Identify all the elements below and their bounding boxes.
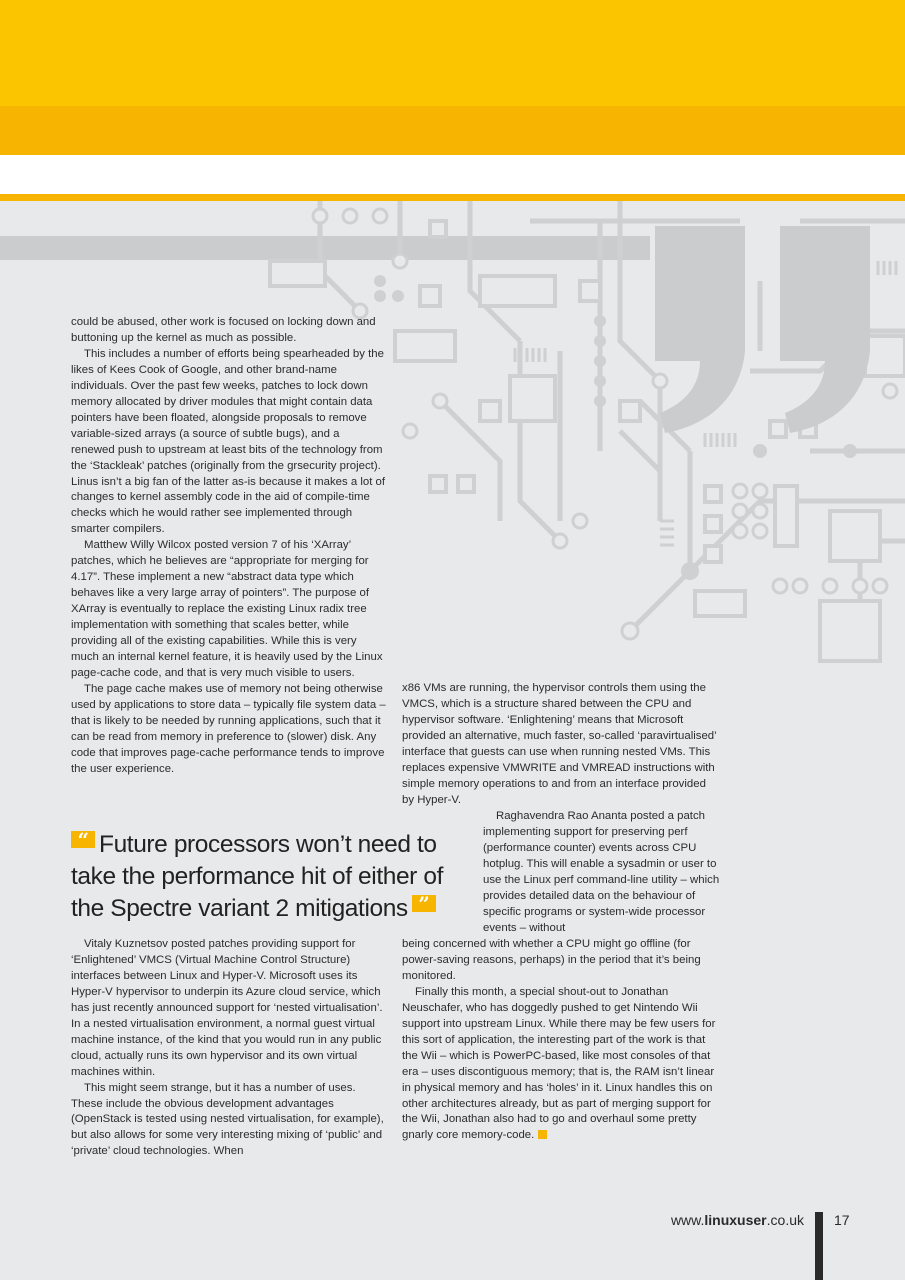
header-band-yellow <box>0 0 905 106</box>
article-column-4 <box>71 937 386 1160</box>
header-band-orange <box>0 106 905 155</box>
paragraph: Matthew Willy Wilcox posted version 7 of his ‘XArray’ patches, which he believes are “appropriate for merging for 4.17”. These implement a new “abstract data type which behaves like a very large array of pointers”. The purpose of XArray is eventually to replace the existing Linux radix tree implementation with something that scales better, while providing all of the existing capabilities. While this is very much an internal kernel feature, it is heavily used by the Linux page-cache code, and that is very much visible to users. <box>71 539 383 679</box>
url-prefix: www. <box>670 1212 705 1228</box>
paragraph: The page cache makes use of memory not being otherwise used by applications to store data – typically file system data – that is likely to be needed by running applications, such that it can be read from memory in preference to (slower) disk. Any code that improves page-cache performance tends to improve the user experience. <box>71 682 386 775</box>
quote-open-icon: “ <box>71 831 95 848</box>
paragraph: Raghavendra Rao Ananta posted a patch implementing support for preserving perf (performance counter) events across CPU hotplug. This will enable a sysadmin or user to use the Linux perf command-line utility – which provides detailed data on the behaviour of specific programs or system-wide processor events – without <box>483 810 720 934</box>
paragraph: x86 VMs are running, the hypervisor controls them using the VMCS, which is a structure shared between the CPU and hypervisor software. ‘Enlightening’ means that Microsoft provided an alternative, much faster, so-called ‘paravirtualised’ interface that guests can use when running nested VMs. This replaces expensive VMWRITE and VMREAD instructions with simple memory operations to and from an interface provided by Hyper-V. <box>402 682 717 806</box>
paragraph: Vitaly Kuznetsov posted patches providing support for ‘Enlightened’ VMCS (Virtual Machine Control Structure) interfaces between Linux and Hyper-V. Microsoft uses its Hyper-V hypervisor to underpin its Azure cloud service, which has just recently announced support for ‘nested virtualisation’. In a nested virtualisation environment, a normal guest virtual machine instance, of the kind that you would run in any public cloud, actually runs its own hypervisor and its own virtual machines within. <box>71 938 383 1078</box>
footer-divider <box>815 1212 823 1280</box>
paragraph <box>402 985 720 1145</box>
paragraph: could be abused, other work is focused on locking down and buttoning up the kernel as much as possible. <box>71 316 376 344</box>
footer-website <box>671 1212 804 1228</box>
article-column-3 <box>483 809 720 937</box>
paragraph: This includes a number of efforts being spearheaded by the likes of Kees Cook of Google, and other brand-name individuals. Over the past few weeks, patches to lock down memory allocated by driver modules that might contain data pointers have been floated, alongside proposals to remove variable-sized arrays (a source of subtle bugs), and a renewed push to upstream at least bits of the technology from the ‘Stackleak’ patches (originally from the grsecurity project). Linus isn’t a big fan of the latter as-is because it makes a lot of changes to kernel assembly code in the aid of compile-time checks which he would rather see implemented through smarter compilers. <box>71 347 386 536</box>
article-column-2 <box>402 681 720 809</box>
pull-quote <box>71 829 471 925</box>
pull-quote-text: Future processors won’t need to take the performance hit of either of the Spectre variant 2 mitigations <box>71 831 443 922</box>
end-square-icon <box>538 1130 547 1139</box>
article-column-1 <box>71 315 386 778</box>
paragraph: being concerned with whether a CPU might go offline (for power-saving reasons, perhaps) in the period that it’s being monitored. <box>402 938 701 982</box>
quote-close-icon: ” <box>412 895 436 912</box>
page-number: 17 <box>834 1212 850 1228</box>
paragraph-text: Finally this month, a special shout-out to Jonathan Neuschafer, who has doggedly pushed to get Nintendo Wii support into upstream Linux. While there may be few users for this sort of application, the interesting part of the work is that the Wii – which is PowerPC-based, like most consoles of that era – uses discontiguous memory; that is, the RAM isn’t linear in physical memory and has ‘holes’ in it. Linux handles this on other architectures already, but as part of merging support for the Wii, Jonathan also had to go and overhaul some pretty gnarly core memory-code. <box>402 985 716 1142</box>
url-suffix: .co.uk <box>766 1212 804 1228</box>
header-rule <box>0 194 905 201</box>
paragraph: This might seem strange, but it has a number of uses. These include the obvious development advantages (OpenStack is tested using nested virtualisation, for example), but also allows for some very interesting mixing of ‘public’ and ‘private’ cloud technologies. When <box>71 1081 384 1158</box>
header-band-white <box>0 155 905 194</box>
url-brand: linuxuser <box>704 1212 767 1228</box>
article-column-5 <box>402 937 720 1144</box>
